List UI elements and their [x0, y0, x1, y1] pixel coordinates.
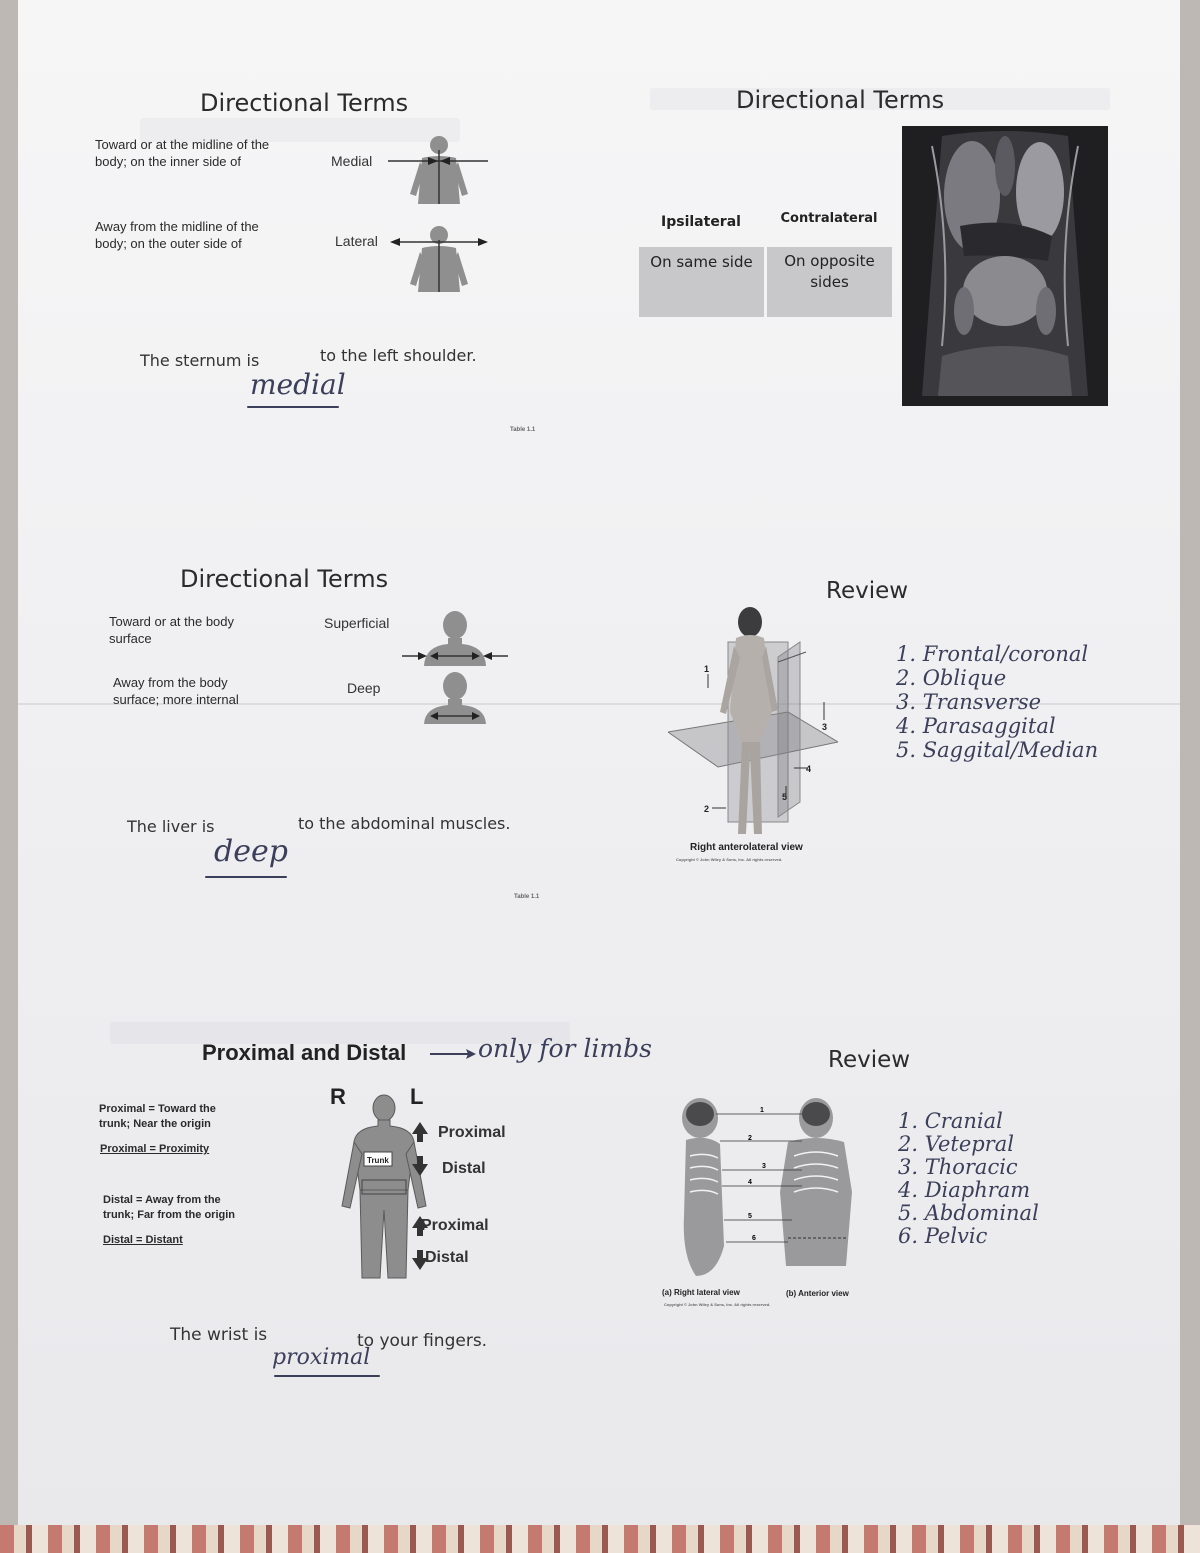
arrow-right-icon: [430, 1046, 478, 1060]
cavity-label-4: 4: [748, 1179, 752, 1186]
question-sentence-start: The wrist is: [170, 1325, 268, 1345]
answer-underline: [205, 876, 287, 878]
handwritten-answer: proximal: [272, 1345, 371, 1370]
answer-item: 4. Diaphram: [898, 1178, 1031, 1202]
handwritten-answer: deep: [214, 834, 288, 869]
right-side-label: R: [330, 1084, 346, 1109]
proximal-equation: Proximal = Proximity: [100, 1143, 210, 1155]
superficial-deep-figure-icon: [400, 610, 510, 728]
plane-label-3: 3: [822, 722, 828, 732]
fabric-background: [0, 1525, 1200, 1553]
plane-label-5: 5: [782, 792, 788, 802]
answer-item: 3. Transverse: [896, 690, 1042, 714]
superficial-term: Superficial: [324, 615, 390, 631]
arrow-proximal-upper: Proximal: [438, 1124, 506, 1141]
table-footer: Table 1.1: [510, 427, 536, 433]
answer-item: 2. Oblique: [896, 666, 1007, 690]
deep-definition: Away from the body surface; more internal: [113, 675, 239, 707]
answer-item: 5. Abdominal: [898, 1201, 1039, 1225]
table-footer: Table 1.1: [514, 894, 540, 900]
slide-title: Review: [826, 578, 909, 604]
left-side-label: L: [410, 1084, 424, 1109]
answer-underline: [274, 1375, 380, 1377]
superficial-definition: Toward or at the body surface: [109, 614, 235, 646]
review-answer-list: [898, 1110, 1039, 1248]
cavity-label-6: 6: [752, 1235, 756, 1242]
answer-item: 1. Cranial: [898, 1109, 1003, 1133]
question-sentence-end: to the abdominal muscles.: [298, 814, 511, 833]
cavity-label-1: 1: [760, 1107, 764, 1114]
body-cavities-figure-icon: [676, 1096, 866, 1286]
answer-item: 5. Saggital/Median: [896, 738, 1099, 762]
slide-title: Directional Terms: [200, 89, 409, 117]
question-sentence-start: The liver is: [127, 817, 215, 836]
question-sentence-end: to your fingers.: [357, 1331, 488, 1351]
table-cell-same-side: On same side: [639, 247, 764, 317]
medial-term: Medial: [331, 153, 373, 169]
handwritten-answer: medial: [250, 368, 346, 401]
answer-item: 3. Thoracic: [898, 1155, 1018, 1179]
arrow-distal-lower: Distal: [425, 1249, 469, 1266]
lateral-term: Lateral: [335, 233, 378, 249]
lateral-definition: Away from the midline of the body; on the outer side of: [95, 219, 259, 251]
plane-label-1: 1: [704, 664, 710, 674]
table-header-ipsilateral: Ipsilateral: [661, 214, 741, 230]
distal-definition: Distal = Away from the trunk; Far from the origin: [103, 1194, 235, 1221]
torso-organs-image-icon: [902, 126, 1108, 406]
question-sentence-end: to the left shoulder.: [320, 346, 477, 365]
arrows-icon: [410, 1120, 430, 1270]
cavity-label-2: 2: [748, 1135, 752, 1142]
question-sentence-start: The sternum is: [140, 351, 260, 370]
copyright-note: Copyright © John Wiley & Sons, Inc. All rights reserved.: [664, 1302, 771, 1307]
caption-right-lateral: (a) Right lateral view: [662, 1288, 740, 1297]
handwritten-note: only for limbs: [478, 1034, 652, 1063]
figure-caption: Right anterolateral view: [690, 842, 803, 853]
answer-item: 1. Frontal/coronal: [896, 642, 1089, 666]
plane-label-2: 2: [704, 804, 710, 814]
answer-item: 4. Parasaggital: [896, 714, 1056, 738]
distal-equation: Distal = Distant: [103, 1234, 183, 1246]
answer-item: 6. Pelvic: [898, 1224, 988, 1248]
answer-underline: [247, 406, 339, 408]
answer-item: 2. Vetepral: [898, 1132, 1014, 1156]
slide-title: Proximal and Distal: [202, 1040, 407, 1065]
medial-lateral-figure-icon: [388, 132, 490, 292]
arrow-distal-upper: Distal: [442, 1160, 486, 1177]
slide-title: Directional Terms: [180, 565, 389, 593]
cavity-label-5: 5: [748, 1213, 752, 1220]
caption-anterior: (b) Anterior view: [786, 1289, 849, 1298]
cavity-label-3: 3: [762, 1163, 766, 1170]
body-planes-figure-icon: [668, 602, 838, 842]
arrow-proximal-lower: Proximal: [421, 1217, 489, 1234]
copyright-note: Copyright © John Wiley & Sons, Inc. All rights reserved.: [676, 857, 783, 862]
plane-label-4: 4: [806, 764, 812, 774]
slide-title: Directional Terms: [736, 86, 945, 114]
proximal-definition: Proximal = Toward the trunk; Near the origin: [99, 1103, 216, 1130]
review-answer-list: [896, 642, 1098, 762]
trunk-label: Trunk: [367, 1156, 389, 1165]
medial-definition: Toward or at the midline of the body; on the inner side of: [95, 137, 270, 169]
slide-title: Review: [828, 1047, 911, 1073]
table-cell-opposite-sides: On opposite sides: [767, 247, 892, 317]
table-header-contralateral: Contralateral: [780, 211, 878, 226]
deep-term: Deep: [347, 680, 381, 696]
